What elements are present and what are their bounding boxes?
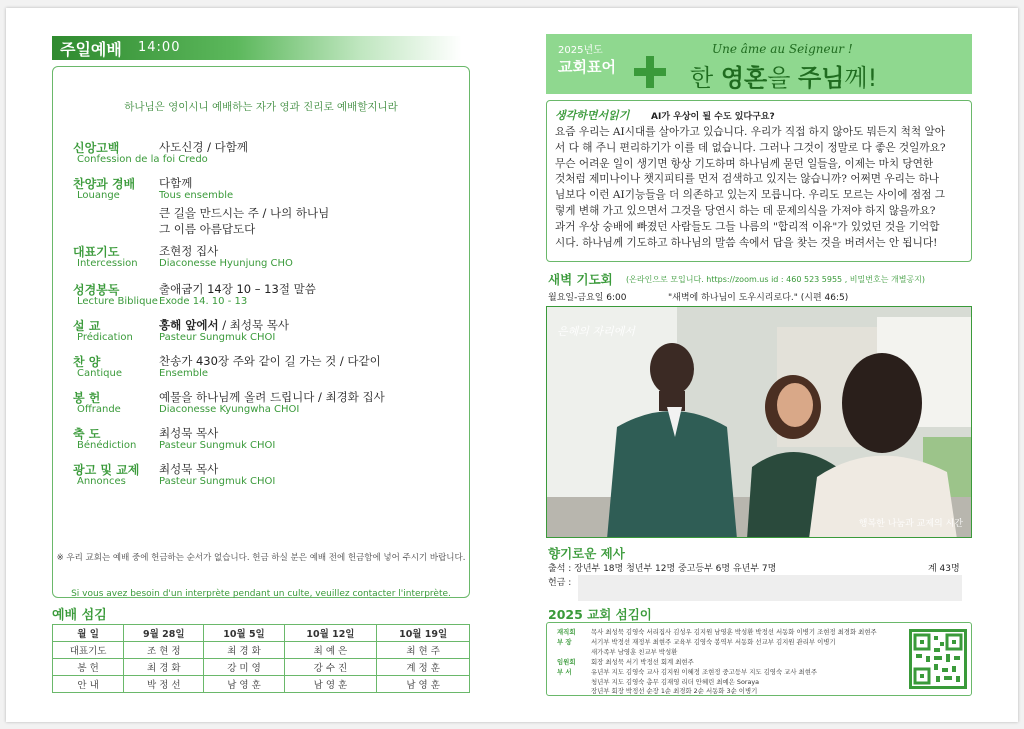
table-cell: 최 경 화 [124, 659, 204, 676]
table-cell: 최 현 주 [377, 642, 470, 659]
table-cell: 대표기도 [53, 642, 124, 659]
bulletin-sheet [6, 8, 1018, 722]
table-cell: 최 예 은 [284, 642, 377, 659]
offering-label: 헌금 : [548, 578, 572, 588]
item-fr: Prédication [77, 332, 133, 343]
item-ko: 찬 양 [73, 355, 101, 369]
staff-line: 청년부 지도 김영숙 총무 김재영 리더 안혜린 최예은 Soraya [591, 678, 760, 686]
table-cell: 남 영 훈 [204, 676, 284, 693]
item-ko: 광고 및 교제 [73, 463, 140, 477]
table-cell: 10월 12일 [284, 625, 377, 642]
item-main: 최성묵 목사 [159, 426, 219, 440]
item-sub: Pasteur Sungmuk CHOI [159, 476, 276, 487]
service-title: 주일예배 [60, 40, 122, 59]
staff-line: 유년부 지도 김영숙 교사 김지원 이혜정 조현정 중고등부 지도 김영숙 교사 최현주 [591, 668, 818, 676]
item-sub: Diaconesse Kyungwha CHOI [159, 404, 300, 415]
table-row [53, 676, 470, 693]
order-of-worship [52, 66, 470, 598]
table-cell: 강 수 진 [284, 659, 377, 676]
item-fr: Lecture Biblique [77, 296, 158, 307]
item-fr: Cantique [77, 368, 122, 379]
item-fr: Annonces [77, 476, 126, 487]
item-sub: Ensemble [159, 368, 209, 379]
year-label: 2025년도 [558, 45, 603, 56]
item-ko: 축 도 [73, 427, 101, 441]
table-cell: 강 미 영 [204, 659, 284, 676]
item-ko: 신앙고백 [73, 141, 120, 155]
item-main: 예물을 하나님께 올려 드립니다 / 최경화 집사 [159, 390, 385, 404]
item-fr: Intercession [77, 258, 138, 269]
reflection-question: AI가 우상이 될 수도 있다구요? [651, 112, 775, 122]
item-main: 찬송가 430장 주와 같이 길 가는 것 / 다같이 [159, 354, 381, 368]
preacher: / 최성묵 목사 [218, 318, 289, 332]
staff-line: 서기부 박정선 재정부 최현주 교육부 김영숙 봉역부 서동화 선교부 김지원 관리부 이병기 [591, 638, 836, 646]
item-sub: Pasteur Sungmuk CHOI [159, 332, 276, 343]
interpreter-note: Si vous avez besoin d'un interprète pendant un culte, veuillez contacter l'interprète. [71, 589, 451, 599]
photo-illustration [547, 307, 972, 538]
item-fr: Louange [77, 190, 120, 201]
item-ko: 대표기도 [73, 245, 120, 259]
item-sub: Tous ensemble [159, 190, 234, 201]
table-cell: 9월 28일 [124, 625, 204, 642]
motto-part: 주님 [798, 64, 845, 92]
staff-line: 목사 최성묵 김영숙 서리집사 김성우 김지원 남영훈 박성환 박정선 서동화 이병기 조현정 최경화 최현주 [591, 628, 877, 636]
reflection-title: 생각하면서읽기 [555, 109, 630, 122]
service-header [52, 36, 462, 60]
text-line: 시다. 하나님께 기도하고 하나님의 말씀 속에서 답을 찾는 것을 버려서는 안 됩니다! [555, 236, 938, 249]
table-cell: 남 영 훈 [377, 676, 470, 693]
dawn-prayer-title: 새벽 기도회 [548, 272, 613, 287]
staff-line: 새가족부 남영훈 친교부 박성환 [591, 648, 678, 656]
motto-part: 께! [844, 64, 878, 92]
table-cell: 박 정 선 [124, 676, 204, 693]
motto-part: 한 [690, 64, 721, 92]
table-cell: 월 일 [53, 625, 124, 642]
table-cell: 계 정 훈 [377, 659, 470, 676]
item-fr: Confession de la foi Credo [77, 154, 208, 165]
table-cell: 남 영 훈 [284, 676, 377, 693]
item-ko: 봉 헌 [73, 391, 101, 405]
item-sub: Exode 14. 10 - 13 [159, 296, 248, 307]
text-line: 서 다 해 주니 편리하기가 이를 데 없습니다. 그러나 그것이 정말로 다 좋은 것일까요? [555, 141, 946, 154]
dawn-prayer-info: (온라인으로 모입니다. https://zoom.us id : 460 523 5955 , 비밀번호는 개별공지) [626, 275, 925, 284]
item-main: 사도신경 / 다함께 [159, 140, 248, 154]
item-fr: Offrande [77, 404, 121, 415]
table-cell: 안 내 [53, 676, 124, 693]
qr-code-icon[interactable] [909, 629, 967, 689]
staff-line: 회장 최성묵 서기 박정선 회계 최현주 [591, 658, 694, 666]
text-line: 과거 우상 숭배에 빠졌던 사람들도 그들 나름의 "합리적 이유"가 있었던 것을 기억합 [555, 220, 940, 233]
motto-part: 을 [767, 64, 799, 92]
staff-title: 2025 교회 섬김이 [548, 607, 652, 622]
text-line: 것처럼 제미나이나 챗지피티를 먼저 검색하고 있지는 않습니까? 어쩌면 우리는 하나 [555, 173, 939, 186]
item-main [159, 317, 289, 333]
staff-label: 임원회 [557, 658, 576, 666]
item-main: 조현정 집사 [159, 244, 219, 258]
text-line: 님보다 이런 AI기능들을 더 의존하고 있는지 모릅니다. 우리도 모르는 사이에 점점 그 [555, 189, 945, 202]
table-cell: 최 경 화 [204, 642, 284, 659]
staff-label: 재직회 [557, 628, 576, 636]
item-main: 다함께 [159, 176, 193, 190]
dawn-prayer-verse: "새벽에 하나님이 도우시리로다." (시편 46:5) [668, 293, 849, 303]
item-ko: 찬양과 경배 [73, 177, 136, 191]
motto-part: 영혼 [720, 64, 768, 92]
text-line: 무슨 어려운 일이 생기면 항상 기도하며 하나님께 묻던 일들을, 이제는 마치 당연한 [555, 157, 934, 170]
attendance-total: 계 43명 [928, 564, 960, 574]
table-row [53, 625, 470, 642]
item-ko: 설 교 [73, 319, 101, 333]
item-sub: Pasteur Sungmuk CHOI [159, 440, 276, 451]
reflection-box [546, 100, 972, 262]
table-cell: 10월 5일 [204, 625, 284, 642]
service-time: 14:00 [138, 40, 181, 55]
photo-caption-bottom: 행복한 나눔과 교제의 시간 [858, 519, 963, 529]
offering-amount-area [578, 575, 962, 601]
song-1: 큰 길을 만드시는 주 / 나의 하나님 [159, 206, 330, 220]
photo-caption-top: 은혜의 자리에서 [557, 325, 635, 338]
sermon-title: 홍해 앞에서 [159, 318, 219, 332]
table-cell: 조 현 정 [124, 642, 204, 659]
qr-pattern [912, 632, 964, 686]
item-sub: Diaconesse Hyunjung CHO [159, 258, 293, 269]
motto-header [546, 34, 972, 94]
staff-box [546, 622, 972, 696]
table-cell: 10월 19일 [377, 625, 470, 642]
staff-label: 부 장 [557, 638, 572, 646]
staff-label: 부 서 [557, 668, 572, 676]
cross-icon-bar [634, 68, 666, 76]
offering-note: ※ 우리 교회는 예배 중에 헌금하는 순서가 없습니다. 헌금 하실 분은 예배 전에 헌금함에 넣어 주시기 바랍니다. [56, 553, 466, 563]
fellowship-photo [546, 306, 972, 538]
text-line: 요즘 우리는 AI시대를 살아가고 있습니다. 우리가 직접 하지 않아도 뭐든지 척척 알아 [555, 126, 945, 138]
motto-french: Une âme au Seigneur ! [712, 42, 853, 56]
staff-line: 장년부 회장 박정선 순장 1순 최경화 2순 서동화 3순 이병기 [591, 687, 758, 695]
serve-table [52, 624, 470, 693]
motto-label: 교회표어 [558, 58, 616, 76]
text-line: 렇게 변해 가고 있으면서 그것을 당연시 하는 데 문제의식을 가져야 하지 않을까요? [555, 204, 936, 217]
dawn-prayer-time: 월요일-금요일 6:00 [548, 293, 627, 303]
serve-title: 예배 섬김 [52, 608, 107, 623]
song-2: 그 이름 아름답도다 [159, 222, 256, 236]
motto-text [690, 58, 877, 93]
verse: 하나님은 영이시니 예배하는 자가 영과 진리로 예배할지니라 [124, 101, 398, 113]
attendance: 출석 : 장년부 18명 청년부 12명 중고등부 6명 유년부 7명 [548, 564, 777, 574]
item-main: 출애굽기 14장 10 – 13절 말씀 [159, 282, 316, 296]
item-fr: Bénédiction [77, 440, 137, 451]
table-row [53, 659, 470, 676]
offering-title: 향기로운 제사 [548, 546, 625, 561]
item-main: 최성묵 목사 [159, 462, 219, 476]
table-row [53, 642, 470, 659]
reflection-body [555, 125, 967, 251]
table-cell: 봉 헌 [53, 659, 124, 676]
item-ko: 성경봉독 [73, 283, 120, 297]
